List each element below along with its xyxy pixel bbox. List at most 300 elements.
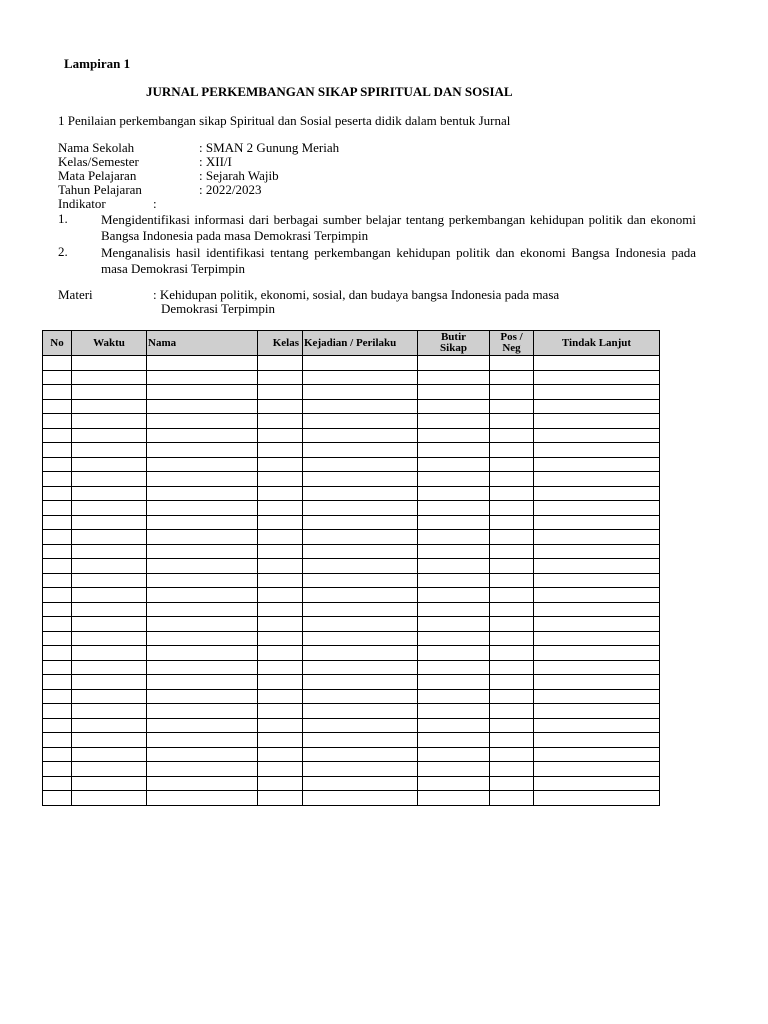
table-cell [258, 356, 303, 371]
table-cell [418, 776, 490, 791]
table-cell [147, 370, 258, 385]
table-cell [72, 704, 147, 719]
table-cell [490, 544, 534, 559]
table-cell [490, 588, 534, 603]
table-cell [303, 414, 418, 429]
table-cell [418, 791, 490, 806]
table-cell [72, 443, 147, 458]
table-cell [303, 428, 418, 443]
table-cell [258, 718, 303, 733]
table-cell [490, 370, 534, 385]
table-cell [43, 399, 72, 414]
table-row [43, 573, 660, 588]
table-cell [43, 588, 72, 603]
table-row [43, 515, 660, 530]
table-cell [418, 689, 490, 704]
table-cell [490, 486, 534, 501]
table-cell [147, 675, 258, 690]
table-cell [43, 501, 72, 516]
table-cell [303, 689, 418, 704]
table-cell [72, 747, 147, 762]
table-cell [490, 602, 534, 617]
table-cell [418, 660, 490, 675]
table-cell [72, 733, 147, 748]
table-cell [418, 733, 490, 748]
table-row [43, 588, 660, 603]
table-cell [534, 559, 660, 574]
table-row [43, 399, 660, 414]
header-tindak-lanjut: Tindak Lanjut [534, 331, 660, 356]
table-cell [43, 472, 72, 487]
table-cell [147, 472, 258, 487]
table-cell [418, 399, 490, 414]
table-cell [43, 486, 72, 501]
table-row [43, 428, 660, 443]
table-cell [147, 428, 258, 443]
table-cell [72, 588, 147, 603]
table-cell [418, 675, 490, 690]
table-cell [147, 486, 258, 501]
table-cell [303, 544, 418, 559]
header-nama: Nama [147, 331, 258, 356]
table-cell [418, 762, 490, 777]
table-cell [147, 530, 258, 545]
table-row [43, 544, 660, 559]
table-cell [43, 385, 72, 400]
table-cell [534, 457, 660, 472]
table-cell [258, 486, 303, 501]
table-cell [534, 356, 660, 371]
table-row [43, 414, 660, 429]
table-cell [147, 733, 258, 748]
table-cell [43, 370, 72, 385]
table-cell [490, 776, 534, 791]
table-cell [303, 733, 418, 748]
table-cell [303, 617, 418, 632]
table-cell [258, 776, 303, 791]
table-cell [43, 675, 72, 690]
table-cell [534, 501, 660, 516]
table-cell [43, 602, 72, 617]
table-cell [147, 762, 258, 777]
table-cell [534, 573, 660, 588]
table-cell [43, 428, 72, 443]
table-cell [534, 762, 660, 777]
table-cell [303, 399, 418, 414]
table-cell [490, 428, 534, 443]
table-cell [418, 356, 490, 371]
materi-line1: : Kehidupan politik, ekonomi, sosial, dan budaya bangsa Indonesia pada masa [153, 287, 560, 302]
table-cell [490, 414, 534, 429]
table-cell [258, 747, 303, 762]
table-row [43, 530, 660, 545]
table-cell [418, 472, 490, 487]
table-cell [72, 791, 147, 806]
table-cell [490, 530, 534, 545]
table-cell [490, 443, 534, 458]
table-cell [418, 515, 490, 530]
table-cell [534, 689, 660, 704]
table-row [43, 704, 660, 719]
table-cell [303, 356, 418, 371]
table-cell [303, 747, 418, 762]
table-cell [258, 573, 303, 588]
table-cell [147, 631, 258, 646]
table-cell [258, 631, 303, 646]
indicator-text: Mengidentifikasi informasi dari berbagai sumber belajar tentang perkembangan kehidupan politik dan ekonomi Bangsa Indonesia pada masa Demokrasi Terpimpin [101, 212, 696, 243]
table-cell [43, 704, 72, 719]
table-cell [303, 385, 418, 400]
table-cell [147, 747, 258, 762]
table-cell [147, 573, 258, 588]
table-cell [258, 457, 303, 472]
table-cell [258, 660, 303, 675]
table-cell [43, 718, 72, 733]
table-cell [147, 660, 258, 675]
table-row [43, 356, 660, 371]
table-cell [72, 515, 147, 530]
table-cell [43, 356, 72, 371]
table-cell [490, 385, 534, 400]
table-row [43, 617, 660, 632]
intro-text: 1 Penilaian perkembangan sikap Spiritual dan Sosial peserta didik dalam bentuk Jurnal [58, 113, 511, 128]
table-cell [303, 660, 418, 675]
table-cell [258, 675, 303, 690]
table-cell [43, 660, 72, 675]
table-cell [418, 631, 490, 646]
table-row [43, 733, 660, 748]
table-cell [72, 457, 147, 472]
table-cell [43, 631, 72, 646]
table-cell [147, 443, 258, 458]
header-pos-neg [490, 331, 534, 356]
table-cell [72, 356, 147, 371]
table-cell [303, 718, 418, 733]
table-cell [43, 443, 72, 458]
appendix-label: Lampiran 1 [64, 56, 131, 71]
header-pos-line2: Neg [502, 342, 521, 354]
header-kelas: Kelas [258, 331, 303, 356]
table-row [43, 472, 660, 487]
class-label: Kelas/Semester [58, 154, 139, 169]
table-cell [418, 602, 490, 617]
table-cell [490, 704, 534, 719]
table-cell [303, 370, 418, 385]
table-cell [303, 704, 418, 719]
table-cell [418, 573, 490, 588]
indicator-colon: : [153, 196, 157, 211]
table-cell [490, 631, 534, 646]
table-cell [534, 486, 660, 501]
table-cell [534, 414, 660, 429]
table-cell [534, 704, 660, 719]
table-cell [258, 733, 303, 748]
table-cell [303, 573, 418, 588]
indicator-number: 1. [58, 211, 68, 226]
table-cell [147, 559, 258, 574]
table-cell [43, 617, 72, 632]
table-cell [303, 515, 418, 530]
table-row [43, 776, 660, 791]
indicator-number: 2. [58, 244, 68, 259]
table-cell [43, 776, 72, 791]
table-cell [490, 573, 534, 588]
header-no: No [43, 331, 72, 356]
table-row [43, 443, 660, 458]
table-cell [147, 602, 258, 617]
table-cell [303, 530, 418, 545]
table-cell [490, 515, 534, 530]
table-cell [534, 399, 660, 414]
school-value: : SMAN 2 Gunung Meriah [199, 140, 340, 155]
table-cell [43, 747, 72, 762]
table-cell [258, 501, 303, 516]
table-cell [418, 414, 490, 429]
header-butir-line1: Butir [440, 331, 467, 343]
table-cell [147, 515, 258, 530]
table-cell [72, 617, 147, 632]
header-pos-line1: Pos / [500, 331, 523, 343]
table-cell [147, 718, 258, 733]
table-cell [418, 559, 490, 574]
table-cell [72, 399, 147, 414]
table-cell [418, 501, 490, 516]
class-value: : XII/I [199, 154, 232, 169]
table-cell [258, 602, 303, 617]
table-cell [303, 443, 418, 458]
table-cell [258, 588, 303, 603]
table-row [43, 646, 660, 661]
table-cell [72, 428, 147, 443]
table-cell [258, 791, 303, 806]
table-cell [258, 515, 303, 530]
table-cell [490, 747, 534, 762]
table-cell [258, 762, 303, 777]
table-cell [147, 399, 258, 414]
table-cell [258, 544, 303, 559]
table-row [43, 747, 660, 762]
table-cell [72, 660, 147, 675]
table-cell [147, 689, 258, 704]
table-cell [534, 617, 660, 632]
table-cell [72, 573, 147, 588]
year-value: : 2022/2023 [199, 182, 262, 197]
table-cell [303, 559, 418, 574]
journal-table [42, 330, 660, 806]
table-cell [147, 617, 258, 632]
table-row [43, 791, 660, 806]
table-row [43, 559, 660, 574]
table-cell [534, 544, 660, 559]
table-cell [490, 457, 534, 472]
indicator-text: Menganalisis hasil identifikasi tentang perkembangan kehidupan politik dan ekonomi Bangsa Indonesia pada masa Demokrasi Terpimpin [101, 245, 696, 276]
header-butir-line2: Sikap [440, 342, 467, 354]
table-row [43, 370, 660, 385]
table-cell [490, 399, 534, 414]
table-cell [534, 660, 660, 675]
table-cell [490, 472, 534, 487]
table-cell [534, 428, 660, 443]
table-cell [490, 501, 534, 516]
table-cell [303, 762, 418, 777]
table-cell [534, 776, 660, 791]
table-cell [43, 762, 72, 777]
table-cell [418, 486, 490, 501]
table-cell [534, 675, 660, 690]
table-cell [258, 617, 303, 632]
table-cell [72, 414, 147, 429]
table-cell [534, 385, 660, 400]
table-cell [258, 399, 303, 414]
table-cell [418, 588, 490, 603]
table-cell [147, 356, 258, 371]
table-cell [303, 457, 418, 472]
table-cell [258, 646, 303, 661]
table-cell [490, 646, 534, 661]
table-cell [72, 646, 147, 661]
table-cell [147, 791, 258, 806]
table-cell [258, 385, 303, 400]
table-cell [418, 385, 490, 400]
table-row [43, 762, 660, 777]
table-cell [258, 370, 303, 385]
subject-value: : Sejarah Wajib [199, 168, 279, 183]
table-cell [418, 646, 490, 661]
table-row [43, 501, 660, 516]
table-cell [534, 646, 660, 661]
table-cell [490, 675, 534, 690]
table-cell [43, 457, 72, 472]
table-cell [534, 631, 660, 646]
table-cell [490, 559, 534, 574]
journal-body [43, 356, 660, 806]
table-row [43, 602, 660, 617]
table-cell [147, 646, 258, 661]
table-header-row [43, 331, 660, 356]
table-cell [72, 385, 147, 400]
materi-line2: Demokrasi Terpimpin [161, 301, 276, 316]
table-cell [72, 559, 147, 574]
table-row [43, 385, 660, 400]
table-cell [534, 588, 660, 603]
table-cell [534, 718, 660, 733]
table-cell [72, 472, 147, 487]
table-cell [72, 370, 147, 385]
table-cell [534, 443, 660, 458]
table-row [43, 486, 660, 501]
subject-label: Mata Pelajaran [58, 168, 137, 183]
table-cell [534, 515, 660, 530]
table-cell [72, 486, 147, 501]
header-butir-sikap [418, 331, 490, 356]
table-cell [147, 385, 258, 400]
table-cell [490, 689, 534, 704]
table-cell [43, 689, 72, 704]
header-kejadian: Kejadian / Perilaku [303, 331, 418, 356]
table-cell [490, 660, 534, 675]
table-cell [303, 646, 418, 661]
table-cell [303, 791, 418, 806]
table-cell [258, 443, 303, 458]
indicator-label: Indikator [58, 196, 106, 211]
table-cell [303, 472, 418, 487]
table-cell [418, 704, 490, 719]
table-cell [534, 602, 660, 617]
table-cell [43, 530, 72, 545]
table-cell [72, 544, 147, 559]
table-cell [43, 791, 72, 806]
table-cell [418, 718, 490, 733]
table-cell [534, 530, 660, 545]
table-cell [72, 501, 147, 516]
table-cell [534, 733, 660, 748]
table-cell [490, 791, 534, 806]
table-cell [418, 617, 490, 632]
table-cell [43, 646, 72, 661]
table-cell [72, 689, 147, 704]
table-cell [418, 530, 490, 545]
table-cell [418, 443, 490, 458]
table-cell [43, 733, 72, 748]
table-cell [418, 428, 490, 443]
year-label: Tahun Pelajaran [58, 182, 142, 197]
table-cell [490, 762, 534, 777]
table-cell [258, 559, 303, 574]
table-cell [43, 515, 72, 530]
table-cell [147, 588, 258, 603]
table-row [43, 718, 660, 733]
table-cell [147, 776, 258, 791]
materi-label: Materi [58, 287, 93, 302]
table-cell [418, 747, 490, 762]
table-cell [418, 370, 490, 385]
table-cell [43, 573, 72, 588]
table-row [43, 631, 660, 646]
table-cell [72, 762, 147, 777]
table-cell [72, 602, 147, 617]
table-cell [258, 689, 303, 704]
table-cell [303, 602, 418, 617]
table-cell [43, 414, 72, 429]
table-cell [303, 588, 418, 603]
table-cell [147, 414, 258, 429]
table-cell [258, 704, 303, 719]
table-cell [258, 414, 303, 429]
table-cell [258, 428, 303, 443]
table-cell [534, 472, 660, 487]
table-cell [147, 544, 258, 559]
table-cell [490, 617, 534, 632]
table-row [43, 660, 660, 675]
table-cell [72, 675, 147, 690]
page-title: JURNAL PERKEMBANGAN SIKAP SPIRITUAL DAN SOSIAL [146, 84, 513, 99]
school-label: Nama Sekolah [58, 140, 135, 155]
table-row [43, 689, 660, 704]
table-cell [490, 718, 534, 733]
table-cell [72, 718, 147, 733]
table-cell [303, 486, 418, 501]
table-cell [490, 733, 534, 748]
table-cell [303, 675, 418, 690]
table-cell [418, 457, 490, 472]
table-cell [303, 776, 418, 791]
table-cell [43, 544, 72, 559]
table-cell [303, 501, 418, 516]
table-cell [490, 356, 534, 371]
table-cell [258, 472, 303, 487]
table-cell [303, 631, 418, 646]
table-cell [534, 370, 660, 385]
